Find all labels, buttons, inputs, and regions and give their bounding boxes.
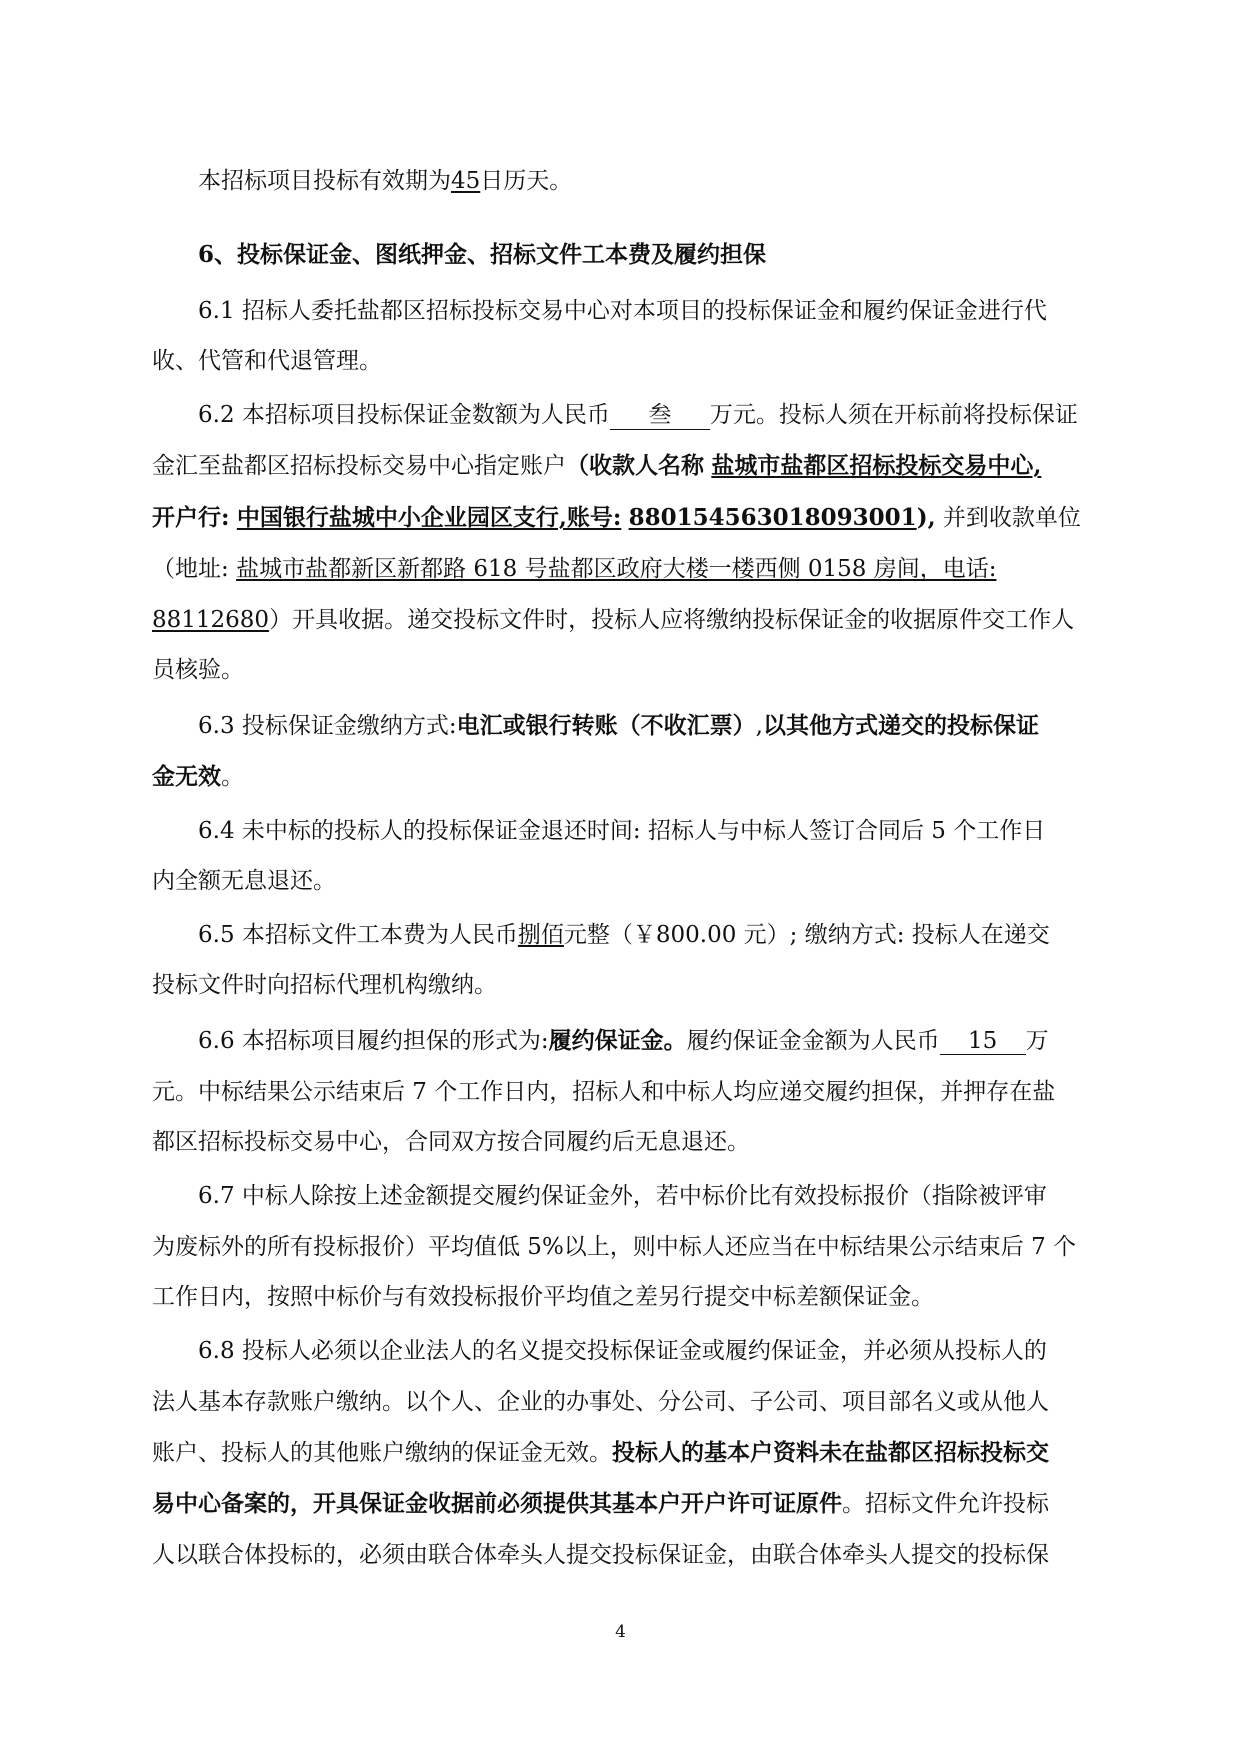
performance-amount: 15 [940,1028,1026,1055]
account-close: ), [916,504,936,531]
bid-bond-amount: 叁 [610,396,710,430]
invalid-account-note: 账户、投标人的其他账户缴纳的保证金无效。 [152,1440,612,1466]
validity-suffix: 日历天。 [480,168,573,194]
page-number: 4 [615,1622,626,1642]
para-6-2-line-2 [152,447,1041,480]
para-6-2-line-3 [152,499,1081,532]
para-6-3-line-2 [152,758,244,791]
address-text: 盐城市盐都新区新都路 618 号盐都区政府大楼一楼西侧 0158 房间，电话: [236,556,997,582]
validity-line [198,162,572,195]
section-heading: 6、投标保证金、图纸押金、招标文件工本费及履约担保 [198,241,767,268]
consortium-intro: 。招标文件允许投标 [842,1491,1049,1517]
invalid-method-end: 。 [221,764,244,790]
performance-amount-unit: 万 [1025,1028,1049,1054]
para-6-5-line-2: 投标文件时向招标代理机构缴纳。 [152,972,497,998]
para-6-2-line-4 [152,550,997,583]
performance-guarantee-label: 6.6 本招标项目履约担保的形式为: [198,1028,549,1054]
invalid-method-note: 以其他方式递交的投标保证 [762,712,1039,739]
para-6-2-text: 6.2 本招标项目投标保证金数额为人民币 [198,402,610,428]
para-6-1-line-2: 收、代管和代退管理。 [152,348,382,374]
para-6-1-line-1: 6.1 招标人委托盐都区招标投标交易中心对本项目的投标保证金和履约保证金进行代 [198,298,1047,324]
para-6-7-line-2: 为废标外的所有投标报价）平均值低 5%以上，则中标人还应当在中标结果公示结束后 7 个 [152,1234,1077,1260]
payee-label: （收款人名称 [566,452,704,479]
address-label: （地址: [152,556,229,582]
para-6-6-line-2: 元。中标结果公示结束后 7 个工作日内，招标人和中标人均应递交履约担保，并押存在盐 [152,1079,1056,1105]
payment-method-label: 6.3 投标保证金缴纳方式: [198,713,457,739]
account-number: 880154563018093001 [628,504,917,531]
bank-name: 中国银行盐城中小企业园区支行,账号: [236,504,622,531]
para-6-8-line-1: 6.8 投标人必须以企业法人的名义提交投标保证金或履约保证金，并必须从投标人的 [198,1338,1047,1364]
document-fee-text: 元整（￥800.00 元）; 缴纳方式: 投标人在递交 [563,922,1050,948]
para-6-2-line-5 [152,601,1074,634]
para-6-2-line-6: 员核验。 [152,657,244,683]
para-6-2-line-1 [198,396,1078,430]
para-6-7-line-1: 6.7 中标人除按上述金额提交履约保证金外，若中标价比有效投标报价（指除被评审 [198,1183,1047,1209]
document-fee-amount: 捌佰 [517,922,564,948]
para-6-2-text-2: 万元。投标人须在开标前将投标保证 [709,402,1078,428]
validity-text: 本招标项目投标有效期为 [198,168,451,194]
payee-name: 盐城市盐都区招标投标交易中心, [711,452,1042,479]
para-6-8-line-3 [152,1434,1049,1467]
para-6-8-line-5: 人以联合体投标的，必须由联合体牵头人提交投标保证金，由联合体牵头人提交的投标保 [152,1542,1049,1568]
filing-requirement: 投标人的基本户资料未在盐都区招标投标交 [612,1439,1049,1466]
performance-guarantee-type: 履约保证金。 [548,1027,687,1054]
para-6-5-line-1 [198,916,1050,949]
payment-method: 电汇或银行转账（不收汇票） [456,712,756,739]
performance-amount-label: 履约保证金金额为人民币 [686,1028,940,1054]
para-6-8-line-4 [152,1485,1049,1518]
para-6-7-line-3: 工作日内，按照中标价与有效投标报价平均值之差另行提交中标差额保证金。 [152,1284,934,1310]
para-6-3-line-1 [198,707,1039,740]
payment-method-sep: , [755,713,763,739]
account-intro: 金汇至盐都区招标投标交易中心指定账户 [152,453,566,479]
receipt-unit-text: 并到收款单位 [942,505,1081,531]
para-6-4-line-1: 6.4 未中标的投标人的投标保证金退还时间: 招标人与中标人签订合同后 5 个工作日 [198,818,1046,844]
bank-label: 开户行: [152,504,230,531]
para-6-6-line-3: 都区招标投标交易中心，合同双方按合同履约后无息退还。 [152,1129,750,1155]
receipt-instruction: ）开具收据。递交投标文件时，投标人应将缴纳投标保证金的收据原件交工作人 [269,607,1075,633]
filing-requirement-2: 易中心备案的，开具保证金收据前必须提供其基本户开户许可证原件 [152,1490,842,1517]
para-6-4-line-2: 内全额无息退还。 [152,868,336,894]
phone-number: 88112680 [152,607,270,633]
para-6-6-line-1 [198,1022,1049,1055]
para-6-8-line-2: 法人基本存款账户缴纳。以个人、企业的办事处、分公司、子公司、项目部名义或从他人 [152,1389,1049,1415]
validity-days: 45 [451,168,481,194]
document-fee-label: 6.5 本招标文件工本费为人民币 [198,922,518,948]
invalid-method-note-2: 金无效 [152,763,221,790]
